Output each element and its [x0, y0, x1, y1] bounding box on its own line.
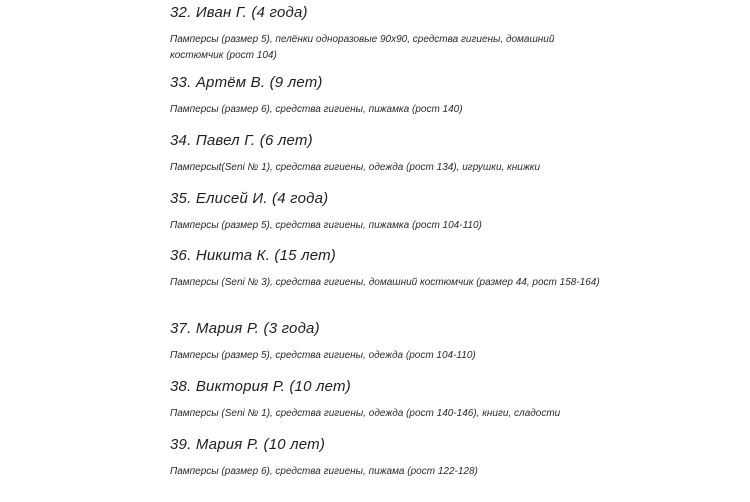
- child-name: 35. Елисей И. (4 года): [170, 190, 329, 207]
- child-name: 36. Никита К. (15 лет): [170, 247, 337, 264]
- list-item: [170, 190, 610, 234]
- list-item: [170, 132, 610, 176]
- child-needs: Памперсы (размер 5), средства гигиены, пижамка (рост 104-110): [170, 220, 482, 231]
- child-name: 39. Мария Р. (10 лет): [170, 436, 326, 453]
- child-needs: Памперсыt(Seni № 1), средства гигиены, одежда (рост 134), игрушки, книжки: [170, 162, 541, 173]
- child-name: 38. Виктория Р. (10 лет): [170, 378, 351, 395]
- list-item: [170, 436, 610, 480]
- child-needs: Памперсы (Seni № 3), средства гигиены, домашний костюмчик (размер 44, рост 158-164): [170, 277, 600, 288]
- child-needs: Памперсы (размер 5), пелёнки одноразовые 90х90, средства гигиены, домашний костюмчик (рост 104): [170, 34, 555, 61]
- list-item: [170, 247, 610, 291]
- list-item: [170, 320, 610, 364]
- list-item: [170, 74, 610, 118]
- child-needs: Памперсы (размер 6), средства гигиены, пижама (рост 122-128): [170, 466, 478, 477]
- child-name: 33. Артём В. (9 лет): [170, 74, 323, 91]
- list-item: [170, 378, 610, 422]
- child-name: 34. Павел Г. (6 лет): [170, 132, 313, 149]
- child-name: 32. Иван Г. (4 года): [170, 4, 308, 21]
- list-item: [170, 4, 610, 64]
- child-needs: Памперсы (размер 6), средства гигиены, пижамка (рост 140): [170, 104, 463, 115]
- child-needs: Памперсы (Seni № 1), средства гигиены, одежда (рост 140-146), книги, сладости: [170, 408, 561, 419]
- child-needs: Памперсы (размер 5), средства гигиены, одежда (рост 104-110): [170, 350, 476, 361]
- child-name: 37. Мария Р. (3 года): [170, 320, 320, 337]
